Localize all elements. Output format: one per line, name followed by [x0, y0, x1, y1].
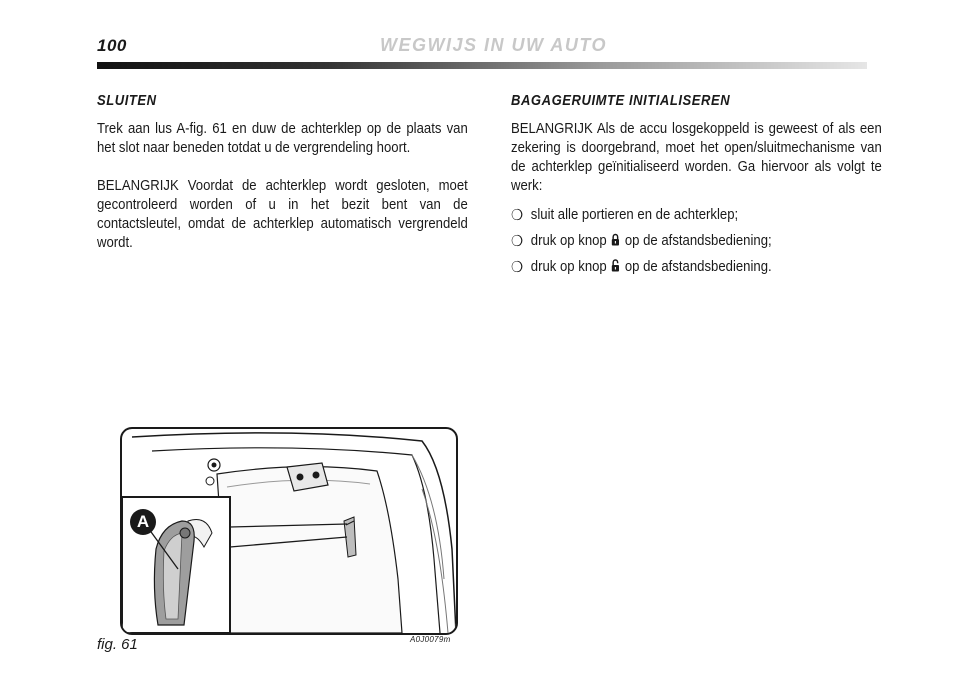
list-item	[511, 258, 882, 277]
step-text-after: op de afstandsbediening;	[624, 233, 772, 249]
callout-badge-a	[130, 509, 156, 535]
paragraph-important-note: BELANGRIJK Voordat de achterklep wordt gesloten, moet gecontroleerd worden of u in het bezit bent van de contactsleutel, omdat de achterklep automatisch vergrendeld wordt.	[97, 178, 468, 251]
left-column	[97, 92, 468, 272]
page-number: 100	[97, 36, 127, 55]
step-text-before: druk op knop	[530, 233, 607, 249]
padlock-locked-icon	[611, 233, 620, 246]
figure-code: A0J0079m	[410, 635, 451, 644]
paragraph-closing-instructions: Trek aan lus A-fig. 61 en duw de achterklep op de plaats van het slot naar beneden totdat u de vergrendeling hoort.	[97, 121, 468, 156]
figure-caption: fig. 61	[97, 636, 138, 653]
step-list	[511, 206, 882, 277]
step-text-before: druk op knop	[530, 259, 607, 275]
section-heading-initialiseren: BAGAGERUIMTE INITIALISEREN	[511, 93, 731, 109]
paragraph-initialisation-intro: BELANGRIJK Als de accu losgekoppeld is geweest of als een zekering is doorgebrand, moet het open/sluitmechanisme van de achterklep geïnitialiseerd worden. Ga hiervoor als volgt te werk:	[511, 121, 882, 194]
callout-label: A	[136, 512, 150, 531]
bullet-mark: ❍	[511, 259, 524, 276]
running-title: WEGWIJS IN UW AUTO	[380, 35, 607, 55]
step-text: sluit alle portieren en de achterklep;	[530, 207, 739, 223]
section-heading-sluiten: SLUITEN	[97, 93, 157, 109]
header-rule	[97, 62, 867, 69]
tailgate-illustration	[122, 429, 456, 633]
figure-tailgate-loop	[120, 427, 458, 635]
right-column	[511, 92, 882, 284]
padlock-unlocked-icon	[611, 259, 620, 272]
list-item	[511, 232, 882, 251]
list-item	[511, 206, 882, 225]
bullet-mark: ❍	[511, 233, 524, 250]
step-text-after: op de afstandsbediening.	[624, 259, 772, 275]
bullet-mark: ❍	[511, 207, 524, 224]
